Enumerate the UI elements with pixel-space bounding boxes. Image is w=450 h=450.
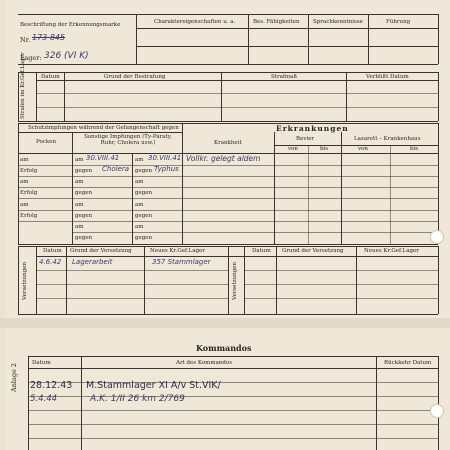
row-label: am	[135, 157, 144, 163]
row-label: am	[20, 202, 29, 208]
strafen-grund: Grund der Bestrafung	[104, 74, 166, 80]
lazarett-von: von	[358, 146, 368, 152]
row-label: Erfolg	[20, 190, 38, 196]
row-label: am	[20, 157, 29, 163]
nr-label: Nr.	[20, 36, 31, 44]
strafen-verbuesst: Verbüßt Datum	[366, 74, 409, 80]
punch-hole-upper	[430, 230, 444, 244]
kommando-rueckkehr: Rückkehr Datum	[384, 360, 432, 366]
row-label: am	[75, 157, 84, 163]
row-label: gegen	[135, 168, 153, 174]
row-label: gegen	[135, 235, 153, 241]
punch-hole-lower	[430, 404, 444, 418]
krankheit-entry: Vollkr. gelegt aldem	[186, 154, 261, 163]
versetzung-datum: Datum	[43, 248, 62, 254]
impfung-am-1: 30.VIII.41	[86, 154, 120, 162]
row-label: gegen	[75, 190, 93, 196]
row-label: Erfolg	[20, 168, 38, 174]
beschriftung-label: Beschriftung der Erkennungsmarke	[20, 22, 121, 28]
charakter-header: Charaktereigenschaften u. a.	[154, 19, 236, 25]
kommando-art: Art des Kommandos	[176, 360, 233, 366]
nr-value: 173 845	[32, 33, 66, 42]
kommando-1-text: M.Stammlager XI A/v St.VIK/	[86, 380, 221, 391]
row-label: Erfolg	[20, 213, 38, 219]
versetzung-hand-neues: 357 Stammlager	[152, 258, 211, 266]
impfungen-header: Schutzimpfungen während der Gefangenschaft gegen	[28, 125, 179, 131]
versetzung-neues: Neues Kr.Gef.Lager	[150, 248, 205, 254]
strafen-side-label: Strafen im Kr.Gef.Lager	[20, 52, 26, 119]
versetzung-grund: Grund der Versetzung	[70, 248, 132, 254]
kommando-datum: Datum	[32, 360, 51, 366]
erkrankungen-header: Erkrankungen	[276, 124, 349, 133]
row-label: am	[75, 224, 84, 230]
pocken-header: Pocken	[36, 139, 56, 145]
lazarett-header: Lazarett – Krankenhaus	[354, 136, 421, 142]
row-label: am	[20, 179, 29, 185]
sonstige-header: Sonstige Impfungen (Ty-Paraty, Ruhr, Cholera usw.)	[84, 134, 172, 146]
row-label: am	[135, 179, 144, 185]
fuehrung-header: Führung	[386, 19, 411, 25]
paper-fold	[0, 318, 450, 328]
revier-von: von	[288, 146, 298, 152]
row-label: am	[135, 202, 144, 208]
strafen-strafmass: Strafmaß	[271, 74, 298, 80]
krankheit-header: Krankheit	[214, 140, 242, 146]
revier-bis: bis	[320, 146, 329, 152]
kommando-2-date: 5.4.44	[30, 394, 58, 404]
kommando-2-text: A.K. 1/II 26 km 2/769	[90, 394, 185, 404]
versetzung-neues-2: Neues Kr.Gef.Lager	[364, 248, 419, 254]
faehigkeiten-header: Bes. Fähigkeiten	[253, 19, 300, 25]
versetzungen-side-right: Versetzungen	[232, 262, 238, 300]
row-label: gegen	[75, 235, 93, 241]
versetzung-hand-datum: 4.6.42	[39, 258, 62, 266]
row-label: gegen	[75, 213, 93, 219]
versetzungen-side-left: Versetzungen	[22, 262, 28, 300]
impfung-gegen-1: Cholera	[102, 165, 130, 173]
row-label: am	[75, 179, 84, 185]
row-label: gegen	[135, 190, 153, 196]
kommandos-title: Kommandos	[196, 343, 252, 353]
lazarett-bis: bis	[410, 146, 419, 152]
impfung-gegen-2: Typhus	[154, 165, 179, 173]
kommando-1-date: 28.12.43	[30, 380, 73, 391]
sprach-header: Sprachkenntnisse	[313, 19, 363, 25]
versetzung-hand-grund: Lagerarbeit	[72, 258, 113, 266]
row-label: gegen	[135, 213, 153, 219]
anlage-label: Anlage 2	[10, 362, 18, 392]
row-label: gegen	[75, 168, 93, 174]
versetzung-grund-2: Grund der Versetzung	[282, 248, 344, 254]
prisoner-record-card	[6, 0, 450, 450]
row-label: am	[75, 202, 84, 208]
versetzung-datum-2: Datum	[252, 248, 271, 254]
impfung-am-2: 30.VIII.41	[148, 154, 182, 162]
lager-label: Lager:	[20, 54, 42, 62]
strafen-datum: Datum	[41, 74, 60, 80]
row-label: am	[135, 224, 144, 230]
revier-header: Revier	[296, 136, 315, 142]
lager-value: 326 (VI K)	[44, 51, 89, 61]
